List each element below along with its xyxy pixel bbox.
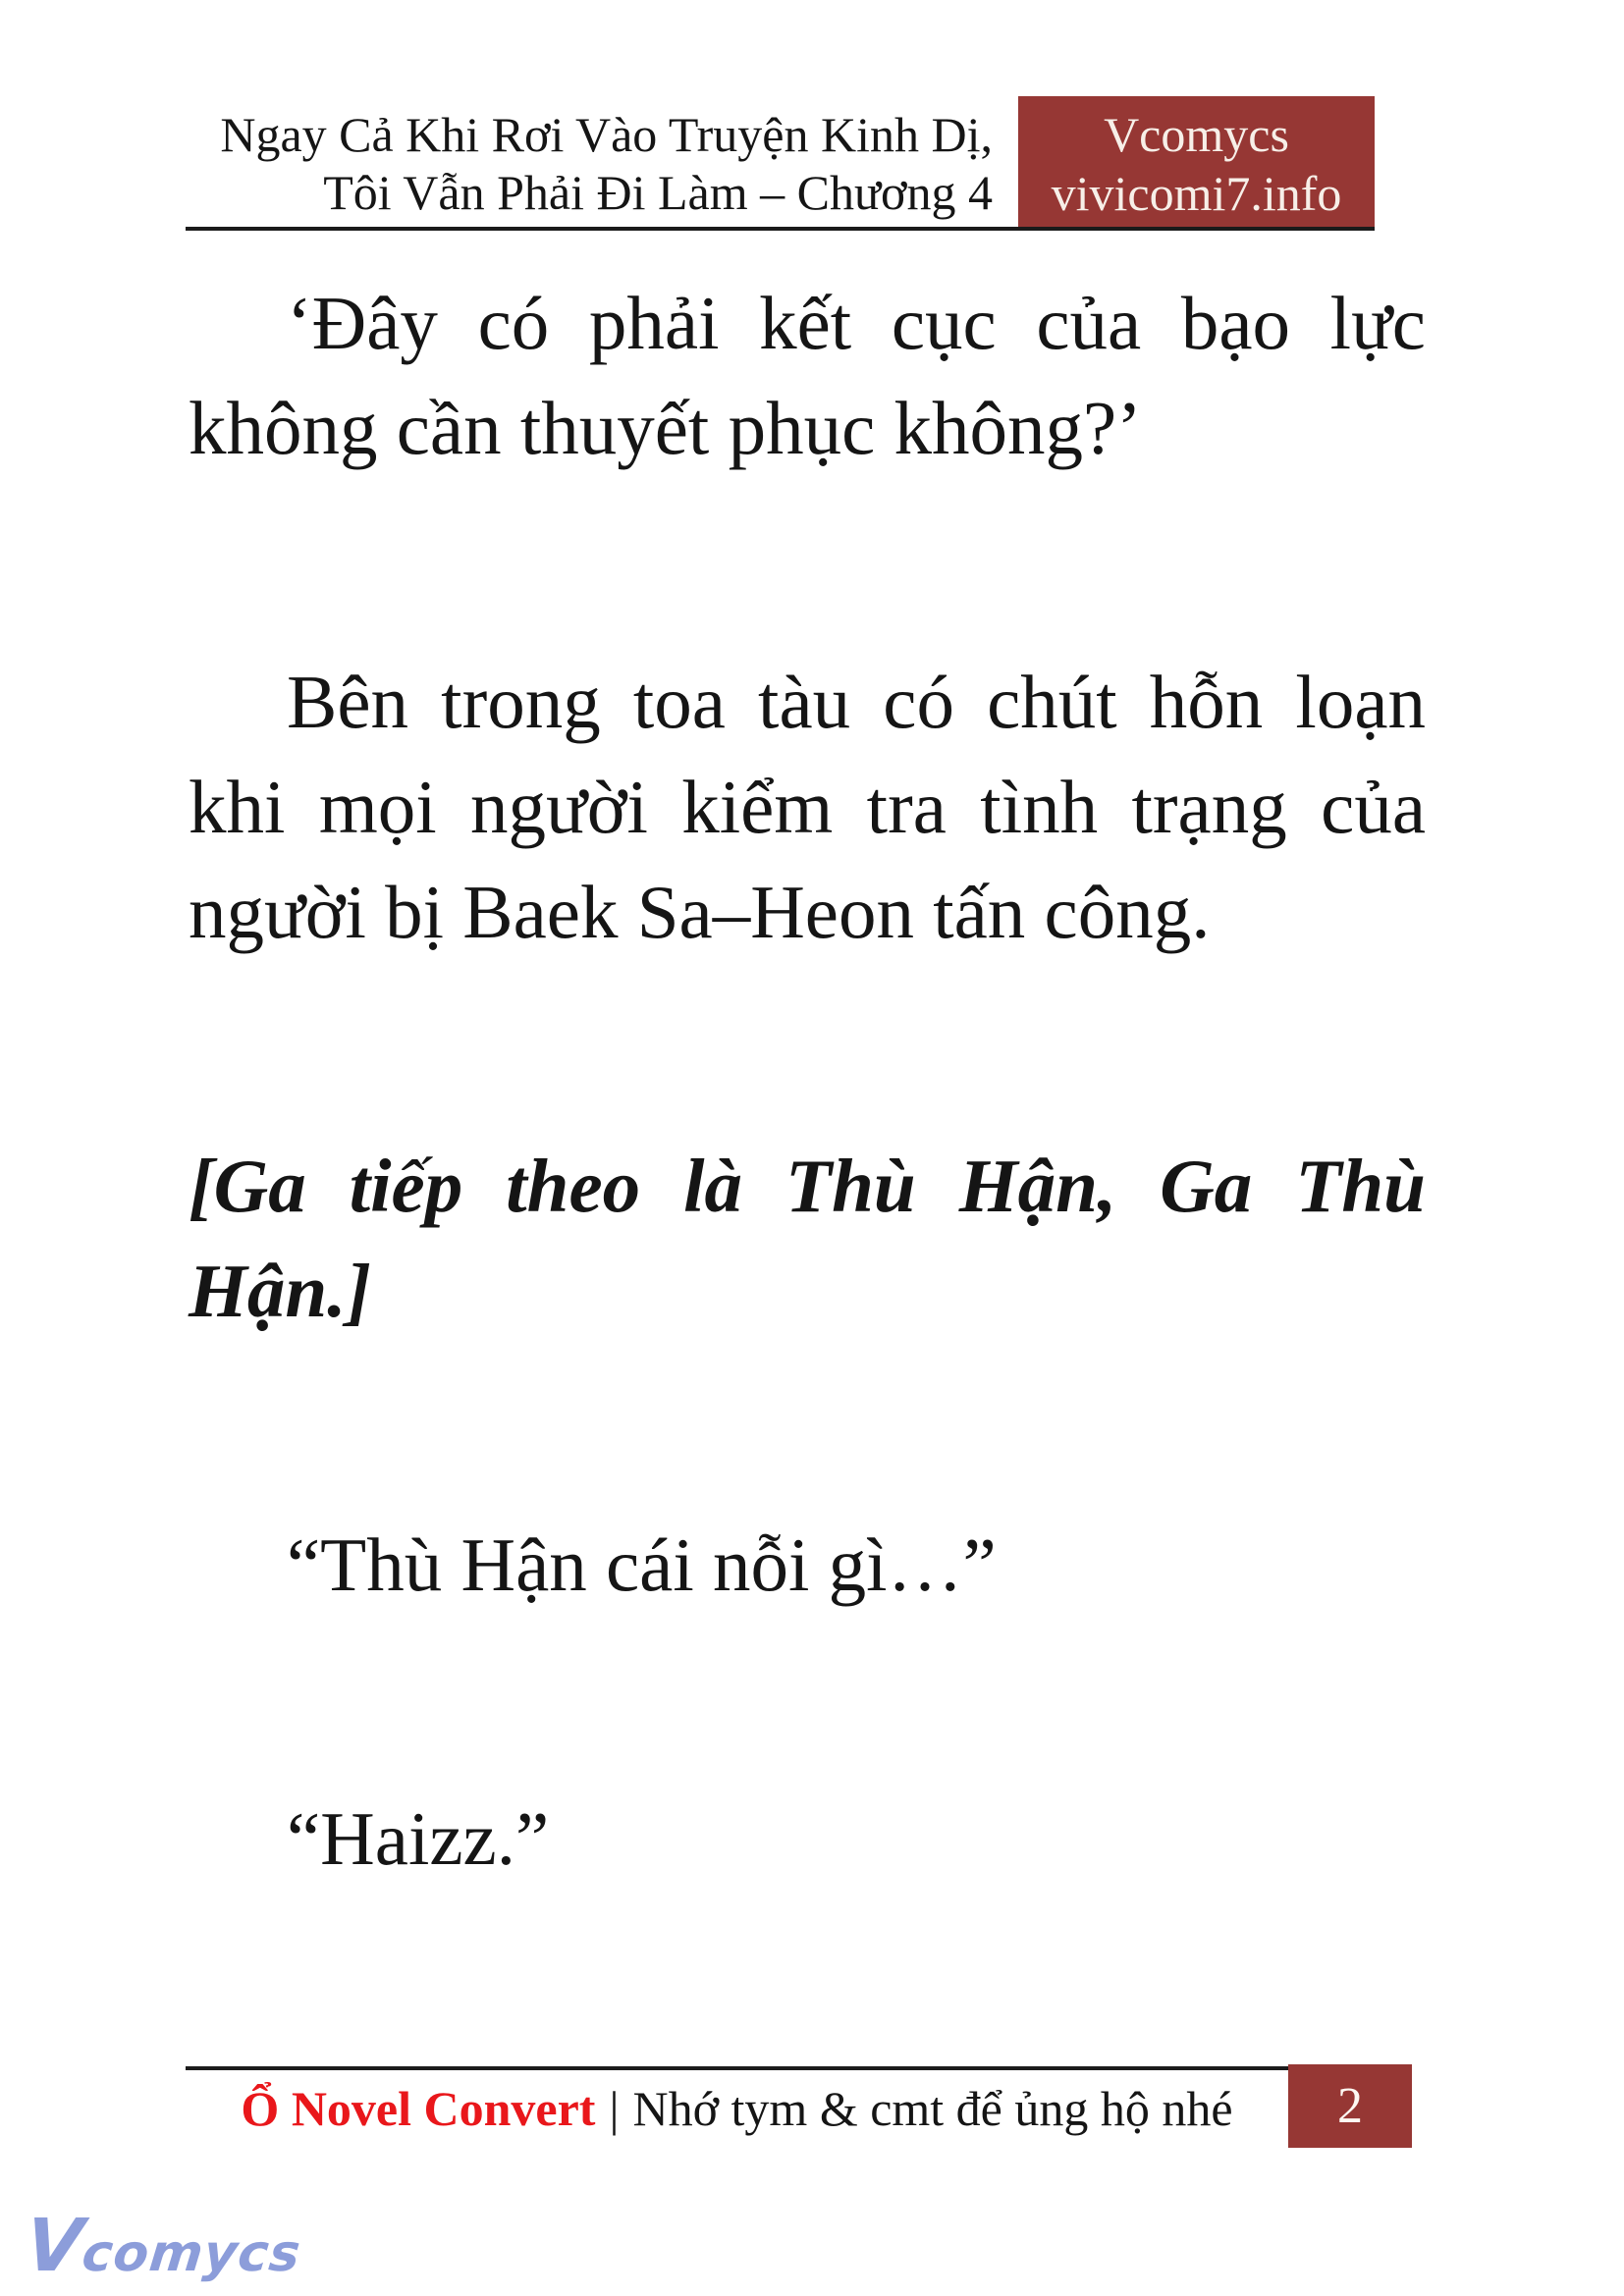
footer-brand: Ổ Novel Convert	[241, 2081, 596, 2136]
translator-badge-site: vivicomi7.info	[1051, 165, 1342, 221]
text-line: [Ga tiếp theo là Thù Hận, Ga Thù	[189, 1144, 1426, 1228]
chapter-title-line1: Ngay Cả Khi Rơi Vào Truyện Kinh Dị,	[220, 107, 993, 162]
paragraph	[189, 1513, 1426, 1618]
page-number: 2	[1337, 2078, 1363, 2134]
text-line: không cần thuyết phục không?’	[189, 386, 1142, 470]
text-line: Bên trong toa tàu có chút hỗn loạn	[287, 660, 1426, 744]
translator-badge	[1018, 96, 1375, 231]
chapter-title	[186, 106, 993, 222]
text-line: người bị Baek Sa–Heon tấn công.	[189, 870, 1211, 954]
footer-divider	[186, 2066, 1412, 2070]
paragraph	[189, 650, 1426, 965]
paragraph	[189, 1134, 1426, 1344]
translator-badge-name: Vcomycs	[1104, 106, 1289, 162]
text-line: khi mọi người kiểm tra tình trạng của	[189, 765, 1426, 849]
paragraph	[189, 271, 1426, 481]
header-divider	[186, 227, 1375, 231]
text-line: ‘Đây có phải kết cục của bạo lực	[287, 281, 1426, 365]
body-text	[189, 271, 1426, 2060]
footer-credit	[186, 2079, 1288, 2138]
text-line: “Haizz.”	[287, 1796, 550, 1881]
text-line: “Thù Hận cái nỗi gì…”	[287, 1522, 997, 1607]
page-number-badge	[1288, 2064, 1412, 2148]
chapter-title-line2: Tôi Vẫn Phải Đi Làm – Chương 4	[323, 165, 993, 220]
footer-separator: |	[609, 2081, 620, 2136]
paragraph	[189, 1787, 1426, 1892]
footer-note: Nhớ tym & cmt để ủng hộ nhé	[632, 2081, 1233, 2136]
vcomycs-watermark-logo: Vcomycs	[21, 2204, 304, 2288]
text-line: Hận.]	[189, 1249, 372, 1333]
